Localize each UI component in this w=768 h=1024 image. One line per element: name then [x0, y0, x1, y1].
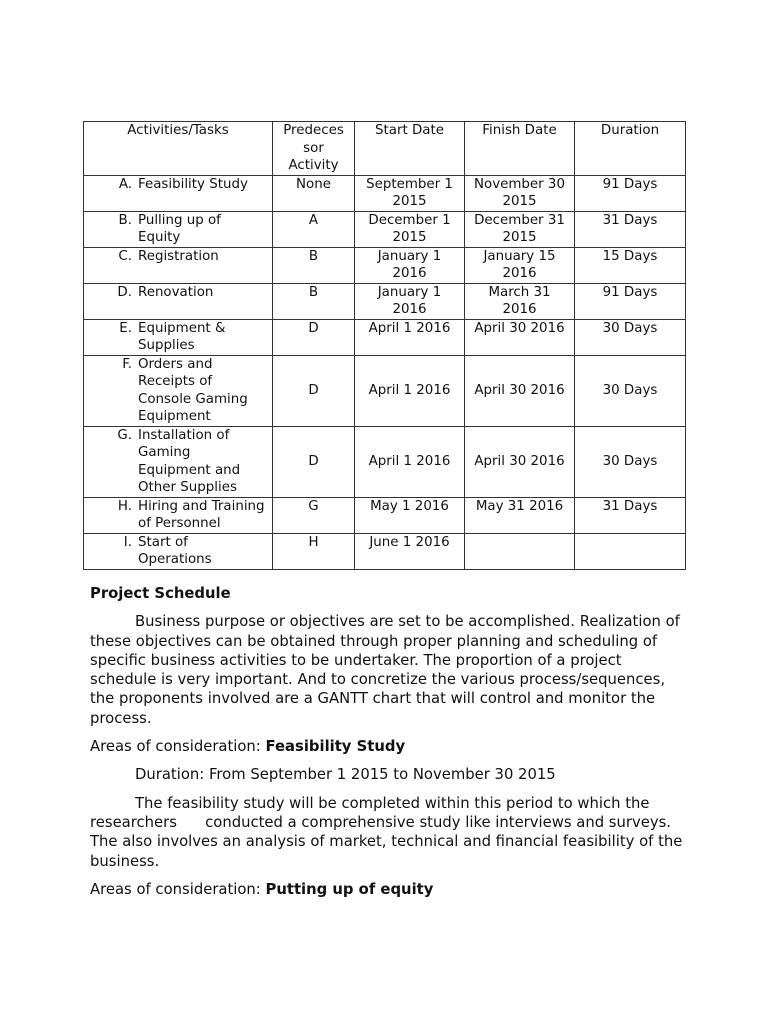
finish-date-cell: April 30 2016 [465, 355, 575, 426]
finish-date-cell: December 31 2015 [465, 211, 575, 247]
finish-date-cell: May 31 2016 [465, 497, 575, 533]
duration-cell: 30 Days [575, 355, 686, 426]
activity-task: Start of Operations [138, 534, 212, 567]
activity-cell [84, 319, 273, 355]
start-date-text: January 1 2016 [377, 284, 442, 317]
table-row [84, 283, 686, 319]
area-prefix: Areas of consideration: [90, 738, 266, 756]
header-predecessor [273, 122, 355, 176]
activity-label: A. [118, 176, 132, 192]
activity-cell [84, 426, 273, 497]
start-date-cell [355, 247, 465, 283]
header-predecessor-text: Predeces sor Activity [283, 123, 344, 173]
activity-task: Orders and Receipts of Console Gaming Equipment [138, 356, 248, 424]
activity-task: Registration [138, 248, 219, 264]
duration-cell: 30 Days [575, 426, 686, 497]
predecessor-cell: A [273, 211, 355, 247]
activity-cell [84, 355, 273, 426]
start-date-cell: June 1 2016 [355, 533, 465, 569]
table-row [84, 497, 686, 533]
schedule-table [83, 121, 686, 570]
duration-cell: 15 Days [575, 247, 686, 283]
intro-paragraph: Business purpose or objectives are set to be accomplished. Realization of these objectives can be obtained through proper planning and scheduling of specific business activities to be undertaker. The proportion of a project schedule is very important. And to concretize the various process/sequences, the proponents involved are a GANTT chart that will control and monitor the process. [90, 613, 680, 727]
activity-task: Feasibility Study [138, 176, 248, 192]
table-row [84, 426, 686, 497]
activity-label: I. [123, 534, 132, 550]
predecessor-cell: D [273, 319, 355, 355]
start-date-cell [355, 283, 465, 319]
start-date-text: January 1 2016 [377, 248, 442, 281]
table-row [84, 319, 686, 355]
predecessor-cell: None [273, 175, 355, 211]
activity-task: Pulling up of Equity [138, 212, 221, 245]
duration-cell: 91 Days [575, 175, 686, 211]
finish-date-cell: April 30 2016 [465, 319, 575, 355]
table-row [84, 211, 686, 247]
duration-line: Duration: From September 1 2015 to November 30 2015 [135, 766, 556, 784]
activity-task: Renovation [138, 284, 214, 300]
table-row [84, 355, 686, 426]
start-date-cell: December 1 2015 [355, 211, 465, 247]
activity-cell [84, 283, 273, 319]
activity-cell [84, 211, 273, 247]
duration-cell: 31 Days [575, 497, 686, 533]
start-date-cell: May 1 2016 [355, 497, 465, 533]
table-row [84, 175, 686, 211]
predecessor-cell: G [273, 497, 355, 533]
activity-label: H. [117, 498, 132, 514]
activity-cell [84, 533, 273, 569]
predecessor-cell: D [273, 355, 355, 426]
area-body-paragraph: The feasibility study will be completed within this period to which the researchers conducted a comprehensive study like interviews and surveys. The also involves an analysis of market, technical and financial feasibility of the business. [90, 794, 688, 870]
activity-label: E. [119, 320, 132, 336]
duration-cell: 31 Days [575, 211, 686, 247]
activity-label: F. [122, 356, 132, 372]
header-start-date: Start Date [355, 122, 465, 176]
finish-date-cell [465, 533, 575, 569]
body-text [90, 584, 690, 908]
activity-cell [84, 175, 273, 211]
duration-cell: 91 Days [575, 283, 686, 319]
activity-label: B. [118, 212, 132, 228]
header-finish-date: Finish Date [465, 122, 575, 176]
start-date-cell: April 1 2016 [355, 355, 465, 426]
predecessor-cell: B [273, 283, 355, 319]
table-row [84, 533, 686, 569]
finish-date-text: January 15 2016 [483, 248, 556, 281]
start-date-cell: April 1 2016 [355, 426, 465, 497]
duration-cell [575, 533, 686, 569]
area-prefix: Areas of consideration: [90, 880, 266, 898]
predecessor-cell: H [273, 533, 355, 569]
area-name: Feasibility Study [265, 738, 406, 756]
predecessor-cell: B [273, 247, 355, 283]
activity-cell [84, 247, 273, 283]
duration-cell: 30 Days [575, 319, 686, 355]
activity-label: D. [117, 284, 132, 300]
start-date-cell: September 1 2015 [355, 175, 465, 211]
activity-task: Installation of Gaming Equipment and Other Supplies [138, 427, 241, 495]
header-activity: Activities/Tasks [84, 122, 273, 176]
activity-cell [84, 497, 273, 533]
activity-label: G. [117, 427, 132, 443]
table-row [84, 247, 686, 283]
table-header-row [84, 122, 686, 176]
activity-label: C. [118, 248, 132, 264]
area-name: Putting up of equity [265, 880, 434, 898]
finish-date-cell: November 30 2015 [465, 175, 575, 211]
start-date-cell: April 1 2016 [355, 319, 465, 355]
area-consideration-2 [90, 880, 690, 899]
activity-task: Equipment & Supplies [138, 320, 226, 353]
activity-task: Hiring and Training of Personnel [138, 498, 265, 531]
area-consideration-1 [90, 737, 690, 756]
header-duration: Duration [575, 122, 686, 176]
finish-date-text: March 31 2016 [488, 284, 551, 317]
section-title: Project Schedule [90, 585, 231, 602]
finish-date-cell: April 30 2016 [465, 426, 575, 497]
finish-date-cell [465, 247, 575, 283]
predecessor-cell: D [273, 426, 355, 497]
finish-date-cell [465, 283, 575, 319]
